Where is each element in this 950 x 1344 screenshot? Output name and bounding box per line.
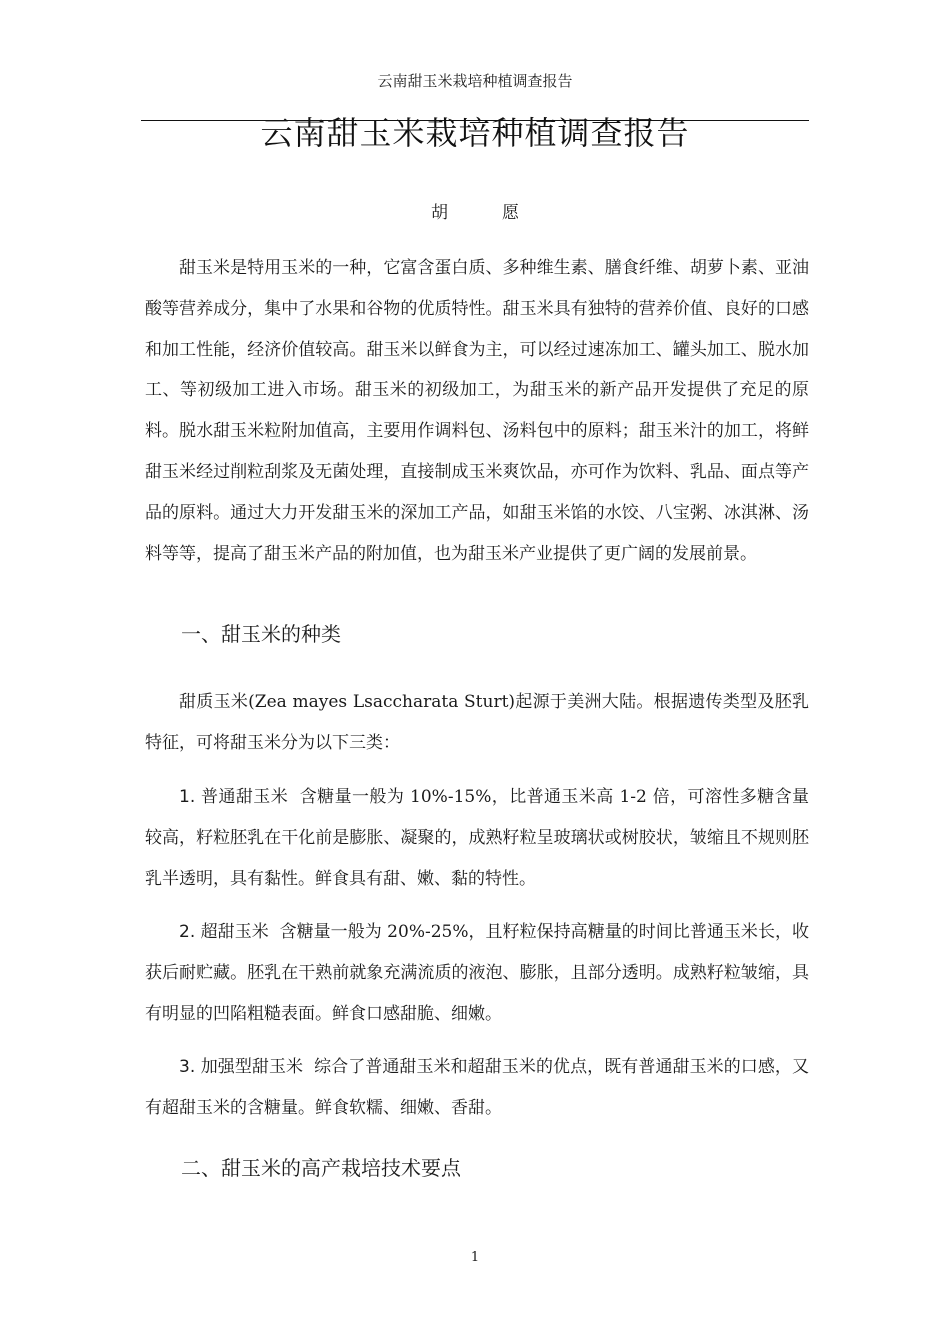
running-header: 云南甜玉米栽培种植调查报告 [377, 72, 573, 90]
list-item-text: 含糖量一般为 10%-15%，比普通玉米高 1-2 倍，可溶性多糖含量较高，籽粒胚乳在干化前是膨胀、凝聚的，成熟籽粒呈玻璃状或树胶状，皱缩且不规则胚乳半透明，具有黏性。鲜食具有甜、嫩、黏的特性。 [145, 787, 809, 889]
list-item-label: 2. 超甜玉米 [179, 922, 269, 942]
section-1-lead-block [145, 682, 809, 764]
list-item [145, 912, 809, 1034]
list-item-label: 3. 加强型甜玉米 [179, 1057, 304, 1077]
list-item-text: 综合了普通甜玉米和超甜玉米的优点，既有普通甜玉米的口感，又有超甜玉米的含糖量。鲜食软糯、细嫩、香甜。 [145, 1057, 810, 1118]
intro-paragraph-block [145, 248, 809, 574]
list-item [145, 777, 809, 899]
intro-paragraph: 甜玉米是特用玉米的一种，它富含蛋白质、多种维生素、膳食纤维、胡萝卜素、亚油酸等营养成分，集中了水果和谷物的优质特性。甜玉米具有独特的营养价值、良好的口感和加工性能，经济价值较高。甜玉米以鲜食为主，可以经过速冻加工、罐头加工、脱水加工、等初级加工进入市场。甜玉米的初级加工，为甜玉米的新产品开发提供了充足的原料。脱水甜玉米粒附加值高，主要用作调料包、汤料包中的原料；甜玉米汁的加工，将鲜甜玉米经过削粒刮浆及无菌处理，直接制成玉米爽饮品，亦可作为饮料、乳品、面点等产品的原料。通过大力开发甜玉米的深加工产品，如甜玉米馅的水饺、八宝粥、冰淇淋、汤料等等，提高了甜玉米产品的附加值，也为甜玉米产业提供了更广阔的发展前景。 [145, 258, 809, 564]
section-heading-1: 一、甜玉米的种类 [181, 622, 341, 646]
section-heading-2: 二、甜玉米的高产栽培技术要点 [181, 1156, 461, 1180]
section-1-lead: 甜质玉米(Zea mayes Lsaccharata Sturt)起源于美洲大陆。根据遗传类型及胚乳特征，可将甜玉米分为以下三类： [145, 692, 809, 753]
author-name: 胡愿 [431, 203, 573, 223]
document-title: 云南甜玉米栽培种植调查报告 [260, 114, 690, 152]
list-item-text: 含糖量一般为 20%-25%，且籽粒保持高糖量的时间比普通玉米长，收获后耐贮藏。胚乳在干熟前就象充满流质的液泡、膨胀，且部分透明。成熟籽粒皱缩，具有明显的凹陷粗糙表面。鲜食口感甜脆、细嫩。 [145, 922, 809, 1024]
list-item-label: 1. 普通甜玉米 [179, 787, 289, 807]
page-number: 1 [470, 1250, 480, 1265]
list-item [145, 1047, 809, 1129]
